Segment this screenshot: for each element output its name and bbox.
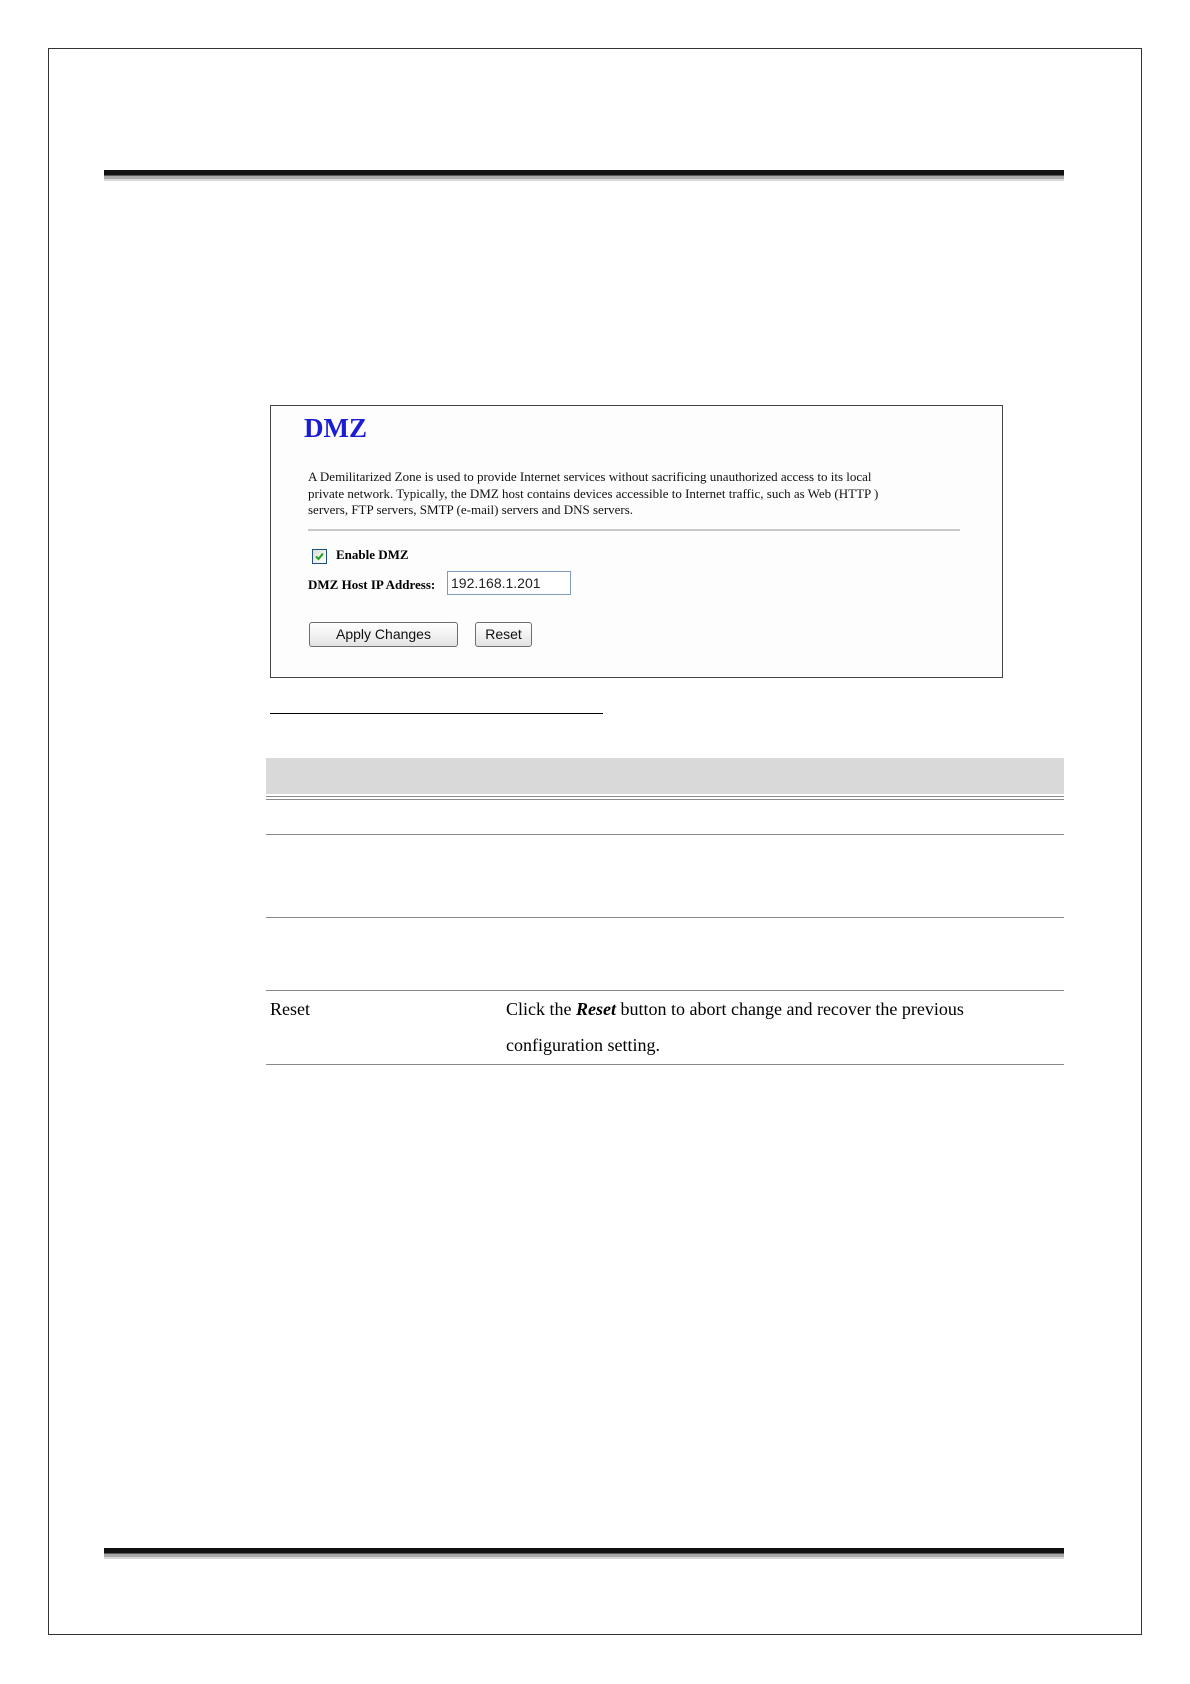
apply-changes-button[interactable]: Apply Changes xyxy=(309,622,458,647)
dmz-screenshot xyxy=(270,405,1003,678)
dmz-description xyxy=(308,469,878,519)
description-rest: button to abort change and recover the previous xyxy=(616,999,964,1019)
description-line: configuration setting. xyxy=(506,1035,660,1055)
table-header xyxy=(266,758,1064,794)
header-rule xyxy=(104,170,1064,181)
table-row-item: Reset xyxy=(270,999,310,1019)
dmz-description-line: servers, FTP servers, SMTP (e-mail) servers and DNS servers. xyxy=(308,502,634,517)
check-icon xyxy=(314,551,325,562)
enable-dmz-checkbox[interactable] xyxy=(312,549,327,564)
dmz-title: DMZ xyxy=(304,413,367,443)
dmz-description-line: A Demilitarized Zone is used to provide Internet services without sacrificing unauthorized access to its local xyxy=(308,469,872,484)
caption-underline xyxy=(270,713,603,714)
reset-button[interactable]: Reset xyxy=(475,622,532,647)
table-rule xyxy=(266,799,1064,800)
table-row-description xyxy=(506,991,964,1063)
footer-rule xyxy=(104,1548,1064,1559)
divider xyxy=(308,529,960,531)
table-rule xyxy=(266,1064,1064,1065)
description-line xyxy=(506,991,964,1027)
table-rule xyxy=(266,917,1064,918)
description-emphasis: Reset xyxy=(576,999,616,1019)
dmz-description-line: private network. Typically, the DMZ host contains devices accessible to Internet traffic, such as Web (HTTP ) xyxy=(308,485,879,501)
enable-dmz-label: Enable DMZ xyxy=(336,547,409,562)
table-rule xyxy=(266,834,1064,835)
page-border xyxy=(48,48,1142,1635)
dmz-host-ip-input[interactable] xyxy=(447,571,571,595)
dmz-host-ip-label: DMZ Host IP Address: xyxy=(308,577,436,592)
description-prefix: Click the xyxy=(506,999,576,1019)
table-rule xyxy=(266,796,1064,797)
